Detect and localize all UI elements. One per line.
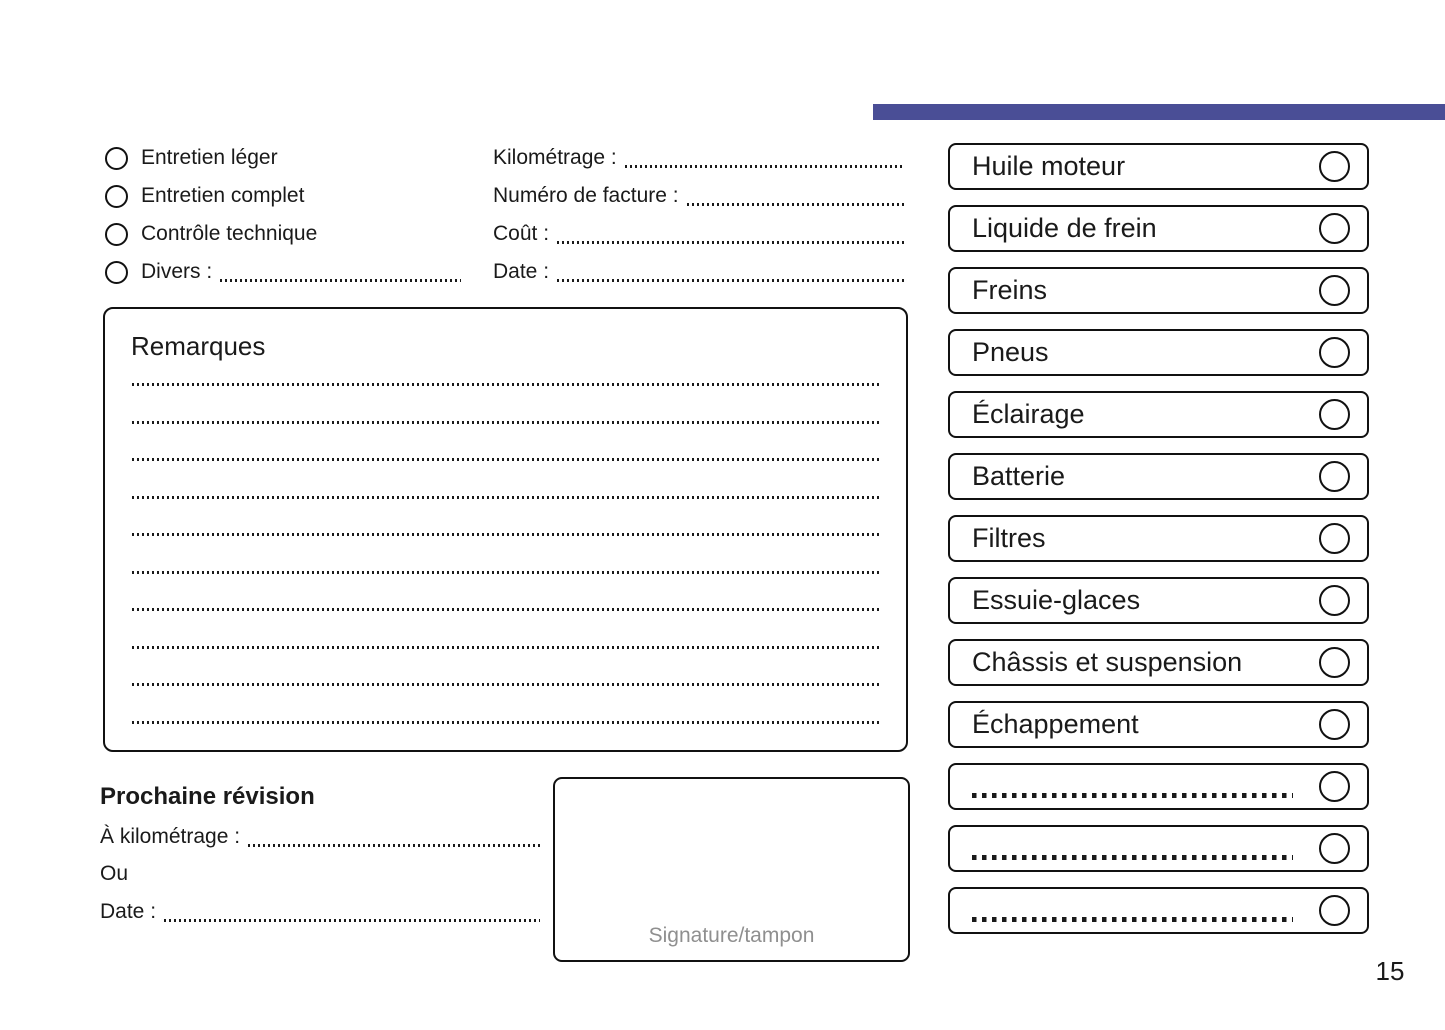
checklist-item-label: Châssis et suspension — [972, 647, 1243, 677]
radio-circle-icon — [105, 147, 128, 170]
blank-item-write-in-line — [972, 917, 1293, 922]
radio-circle-icon — [105, 185, 128, 208]
checkbox-circle-icon — [1319, 647, 1350, 678]
accent-bar — [873, 104, 1445, 120]
remarks-box — [103, 307, 908, 752]
service-type-row-entretien-leger — [105, 139, 461, 177]
remark-write-in-line — [132, 533, 880, 536]
checklist-item-label: Huile moteur — [972, 151, 1126, 181]
date-write-in-line — [557, 279, 905, 282]
signature-label: Signature/tampon — [648, 924, 815, 947]
checkbox-circle-icon — [1319, 337, 1350, 368]
service-type-group — [105, 139, 461, 291]
field-row-cout — [493, 215, 905, 253]
radio-circle-icon — [105, 261, 128, 284]
remark-write-in-line — [132, 421, 880, 424]
checklist-item-freins — [948, 267, 1369, 314]
remarks-write-in-area — [132, 383, 880, 724]
next-service-row-kilometrage — [100, 818, 540, 856]
field-label: Coût : — [493, 222, 550, 245]
field-label: Kilométrage : — [493, 146, 617, 169]
field-row-kilometrage — [493, 139, 905, 177]
service-type-label: Entretien léger — [141, 146, 278, 169]
invoice-field-group — [493, 139, 905, 291]
checklist-item-chassis-et-suspension — [948, 639, 1369, 686]
remark-write-in-line — [132, 646, 880, 649]
next-service-title: Prochaine révision — [100, 782, 315, 810]
remarks-title: Remarques — [131, 331, 266, 361]
checklist-item-pneus — [948, 329, 1369, 376]
numero-facture-write-in-line — [687, 203, 905, 206]
next-service-date-label: Date : — [100, 899, 157, 923]
remark-write-in-line — [132, 683, 880, 686]
remark-write-in-line — [132, 383, 880, 386]
checklist-item-blank-3 — [948, 887, 1369, 934]
checklist-item-blank-1 — [948, 763, 1369, 810]
checklist-item-echappement — [948, 701, 1369, 748]
checklist-item-blank-2 — [948, 825, 1369, 872]
blank-item-write-in-line — [972, 855, 1293, 860]
service-type-label: Entretien complet — [141, 184, 305, 207]
next-service-row-ou — [100, 856, 540, 894]
checklist-item-label: Éclairage — [972, 399, 1085, 429]
divers-write-in-line — [220, 279, 461, 282]
checkbox-circle-icon — [1319, 709, 1350, 740]
next-service-section — [100, 775, 540, 931]
checkbox-circle-icon — [1319, 895, 1350, 926]
checklist-item-huile-moteur — [948, 143, 1369, 190]
field-label: Numéro de facture : — [493, 184, 679, 207]
maintenance-checklist — [948, 143, 1369, 949]
checklist-item-label: Freins — [972, 275, 1048, 305]
kilometrage-write-in-line — [625, 165, 905, 168]
next-service-row-date — [100, 893, 540, 931]
next-service-or-label: Ou — [100, 862, 129, 886]
checklist-item-label: Échappement — [972, 709, 1139, 739]
checkbox-circle-icon — [1319, 213, 1350, 244]
field-label: Date : — [493, 260, 550, 283]
checkbox-circle-icon — [1319, 585, 1350, 616]
radio-circle-icon — [105, 223, 128, 246]
remark-write-in-line — [132, 608, 880, 611]
checkbox-circle-icon — [1319, 833, 1350, 864]
service-type-row-controle-technique — [105, 215, 461, 253]
service-type-row-divers — [105, 253, 461, 291]
service-type-label: Contrôle technique — [141, 222, 318, 245]
remark-write-in-line — [132, 571, 880, 574]
next-service-km-write-in-line — [248, 844, 540, 847]
page-number: 15 — [1375, 956, 1405, 986]
blank-item-write-in-line — [972, 793, 1293, 798]
checkbox-circle-icon — [1319, 399, 1350, 430]
cout-write-in-line — [557, 241, 905, 244]
checkbox-circle-icon — [1319, 275, 1350, 306]
checklist-item-batterie — [948, 453, 1369, 500]
checkbox-circle-icon — [1319, 523, 1350, 554]
checklist-item-label: Batterie — [972, 461, 1066, 491]
checkbox-circle-icon — [1319, 461, 1350, 492]
checklist-item-label: Essuie-glaces — [972, 585, 1141, 615]
checklist-item-liquide-de-frein — [948, 205, 1369, 252]
checkbox-circle-icon — [1319, 771, 1350, 802]
checklist-item-eclairage — [948, 391, 1369, 438]
field-row-date — [493, 253, 905, 291]
checklist-item-essuie-glaces — [948, 577, 1369, 624]
remark-write-in-line — [132, 458, 880, 461]
service-type-label: Divers : — [141, 260, 213, 283]
checklist-item-label: Pneus — [972, 337, 1049, 367]
checkbox-circle-icon — [1319, 151, 1350, 182]
checklist-item-label: Liquide de frein — [972, 213, 1157, 243]
next-service-km-label: À kilométrage : — [100, 824, 241, 848]
checklist-item-label: Filtres — [972, 523, 1046, 553]
remark-write-in-line — [132, 721, 880, 724]
checklist-item-filtres — [948, 515, 1369, 562]
service-type-row-entretien-complet — [105, 177, 461, 215]
signature-box — [553, 777, 910, 962]
field-row-numero-facture — [493, 177, 905, 215]
next-service-date-write-in-line — [164, 919, 540, 922]
remark-write-in-line — [132, 496, 880, 499]
